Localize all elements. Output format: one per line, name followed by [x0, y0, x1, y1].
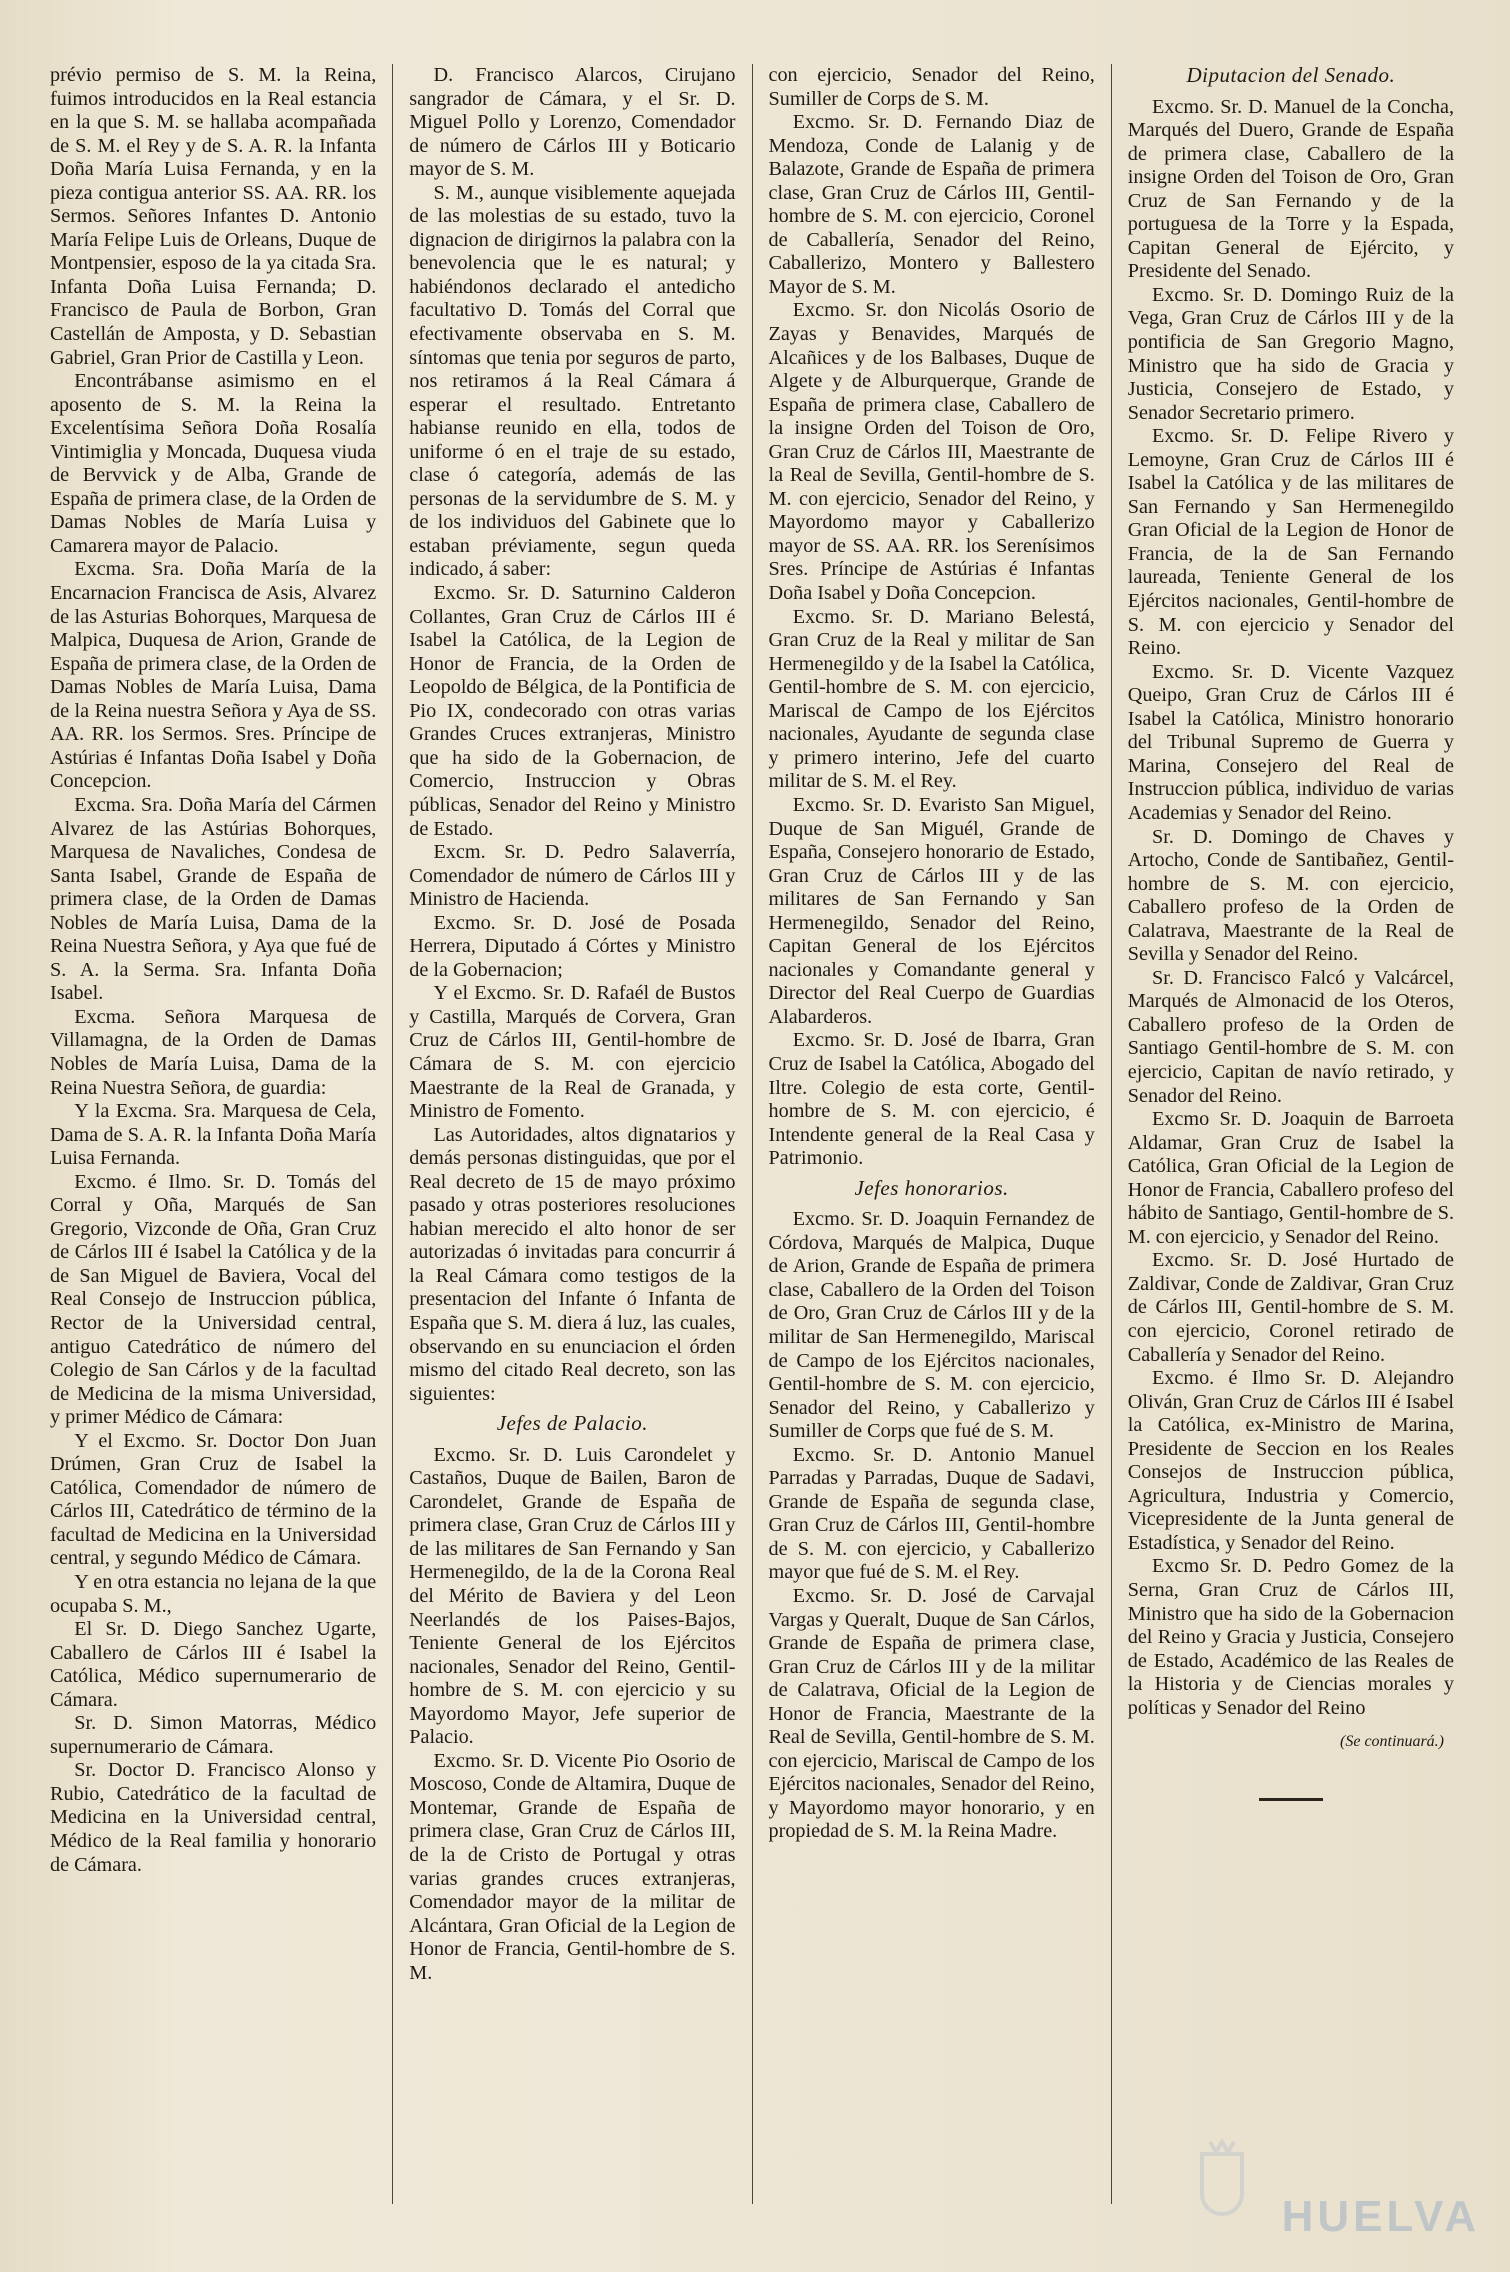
paragraph: El Sr. D. Diego Sanchez Ugarte, Caballero de Cárlos III é Isabel la Católica, Médico supernumerario de Cámara.: [50, 1618, 377, 1711]
paragraph: Excmo. Sr. D. Saturnino Calderon Collantes, Gran Cruz de Cárlos III é Isabel la Católica, de la Legion de Honor de Francia, de la Orden de Leopoldo de Bélgica, de la Pontificia de Pio IX, condecorado con otras varias Grandes Cruces extranjeras, Ministro que ha sido de la Gobernacion, de Comercio, Instruccion y Obras públicas, Senador del Reino y Ministro de Estado.: [409, 582, 736, 840]
paragraph: D. Francisco Alarcos, Cirujano sangrador de Cámara, y el Sr. D. Miguel Pollo y Lorenzo, Comendador de número de Cárlos III y Boticario mayor de S. M.: [409, 64, 736, 181]
paragraph: Excmo. Sr. D. Manuel de la Concha, Marqués del Duero, Grande de España de primera clase, Caballero de la insigne Orden del Toison de Oro, Gran Cruz de San Fernando y de la portuguesa de la Torre y la Espada, Capitan General de Ejército, y Presidente del Senado.: [1127, 95, 1454, 283]
paragraph: Excmo. Sr. D. José de Carvajal Vargas y Queralt, Duque de San Cárlos, Grande de España de primera clase, Gran Cruz de Cárlos III y de la militar de Calatrava, Oficial de la Legion de Honor de Francia, Maestrante de la Real de Sevilla, Gentil-hombre de S. M. con ejercicio, Mariscal de Campo de los Ejércitos nacionales, Senador del Reino, y Mayordomo mayor honorario, y en propiedad de S. M. la Reina Madre.: [768, 1585, 1095, 1843]
paragraph: Sr. D. Domingo de Chaves y Artocho, Conde de Santibañez, Gentil-hombre de S. M. con ejercicio, Caballero profeso de la Orden de Calatrava, Maestrante de la Real de Sevilla y Senador del Reino.: [1127, 825, 1454, 966]
watermark-text: HUELVA: [1281, 2192, 1480, 2241]
paragraph: Excma. Sra. Doña María de la Encarnacion Francisca de Asis, Alvarez de las Asturias Bohorques, Marquesa de Malpica, Duquesa de Arion, Grande de España de primera clase, de la Orden de Damas Nobles de María Luisa, Dama de la Reina nuestra Señora y Aya de SS. AA. RR. los Sermos. Sres. Príncipe de Astúrias é Infantas Doña Isabel y Doña Concepcion.: [50, 558, 377, 793]
paragraph: Sr. D. Francisco Falcó y Valcárcel, Marqués de Almonacid de los Oteros, Caballero profeso de la Orden de Santiago Gentil-hombre de S. M. con ejercicio, Capitan de navío retirado, y Senador del Reino.: [1127, 966, 1454, 1107]
paragraph: Encontrábanse asimismo en el aposento de S. M. la Reina la Excelentísima Señora Doña Rosalía Vintimiglia y Moncada, Duquesa viuda de Bervvick y de Alba, Grande de España de primera clase, de la Orden de Damas Nobles de María Luisa y Camarera mayor de Palacio.: [50, 370, 377, 557]
paragraph: Excmo. Sr. D. Evaristo San Miguel, Duque de San Miguél, Grande de España, Consejero honorario de Estado, Gran Cruz de Cárlos III y de las militares de San Fernando y San Hermenegildo, Senador del Reino, Capitan General de los Ejércitos nacionales y Comandante general y Director del Real Cuerpo de Guardias Alabarderos.: [768, 793, 1095, 1028]
paragraph: Excmo. Sr. D. José de Ibarra, Gran Cruz de Isabel la Católica, Abogado del Iltre. Colegio de esta corte, Gentil-hombre de S. M. con ejercicio, é Intendente general de la Real Casa y Patrimonio.: [768, 1029, 1095, 1170]
section-heading: Jefes de Palacio.: [496, 1411, 649, 1436]
paragraph: Excma. Señora Marquesa de Villamagna, de la Orden de Damas Nobles de María Luisa, Dama de la Reina Nuestra Señora, de guardia:: [50, 1005, 377, 1099]
paragraph: Excmo. Sr. D. Fernando Diaz de Mendoza, Conde de Lalanig y de Balazote, Grande de España de primera clase, Gran Cruz de Cárlos III, Gentil-hombre de S. M. con ejercicio, Coronel de Caballería, Senador del Reino, Caballerizo, Montero y Ballestero Mayor de S. M.: [768, 111, 1095, 298]
column-3: [752, 64, 1111, 2204]
paragraph: Excmo Sr. D. Pedro Gomez de la Serna, Gran Cruz de Cárlos III, Ministro que ha sido de la Gobernacion del Reino y Gracia y Justicia, Consejero de Estado, Académico de las Reales de la Historia y de Ciencias morales y políticas y Senador del Reino: [1127, 1555, 1454, 1719]
paragraph: Excmo. Sr. D. Joaquin Fernandez de Córdova, Marqués de Malpica, Duque de Arion, Grande de España de primera clase, Caballero de la Orden del Toison de Oro, Gran Cruz de Cárlos III y de la militar de San Hermenegildo, Mariscal de Campo de los Ejércitos nacionales, Gentil-hombre de S. M. con ejercicio, Senador del Reino, y Caballerizo y Sumiller de Corps que fué de S. M.: [768, 1208, 1095, 1443]
column-1: [34, 64, 392, 2204]
paragraph: Excmo. Sr. D. José Hurtado de Zaldivar, Conde de Zaldivar, Gran Cruz de Cárlos III, Gentil-hombre de S. M. con ejercicio, Coronel retirado de Caballería y Senador del Reino.: [1127, 1249, 1454, 1366]
paragraph: Excmo. é Ilmo. Sr. D. Tomás del Corral y Oña, Marqués de San Gregorio, Vizconde de Oña, Gran Cruz de Cárlos III é Isabel la Católica y de la de San Miguel de Baviera, Vocal del Real Consejo de Instruccion pública, Rector de la Universidad central, antiguo Catedrático de número del Colegio de San Cárlos y de la facultad de Medicina de la misma Universidad, y primer Médico de Cámara:: [50, 1170, 377, 1429]
end-rule-divider: [1259, 1798, 1323, 1801]
paragraph: Excmo. Sr. D. Vicente Vazquez Queipo, Gran Cruz de Cárlos III é Isabel la Católica, Ministro honorario del Tribunal Supremo de Guerra y Marina, Consejero del Real de Instruccion pública, individuo de varias Academias y Senador del Reino.: [1127, 660, 1454, 824]
paragraph: Sr. Doctor D. Francisco Alonso y Rubio, Catedrático de la facultad de Medicina en la Universidad central, Médico de la Real familia y honorario de Cámara.: [50, 1759, 377, 1876]
column-2: [392, 64, 751, 2204]
paragraph: Excmo. Sr. D. Felipe Rivero y Lemoyne, Gran Cruz de Cárlos III é Isabel la Católica y de las militares de San Fernando y San Hermenegildo Gran Oficial de la Legion de Honor de Francia, de la de San Fernando laureada, Teniente General de los Ejércitos nacionales, Gentil-hombre de S. M. con ejercicio y Senador del Reino.: [1127, 425, 1454, 660]
paragraph: Y el Excmo. Sr. Doctor Don Juan Drúmen, Gran Cruz de Isabel la Católica, Comendador de número de Cárlos III, Catedrático de término de la facultad de Medicina en la Universidad central, y segundo Médico de Cámara.: [50, 1429, 377, 1570]
paragraph: Excmo. Sr. D. Antonio Manuel Parradas y Parradas, Duque de Sadavi, Grande de España de segunda clase, Gran Cruz de Cárlos III, Gentil-hombre de S. M. con ejercicio, y Caballerizo mayor que fué de S. M. el Rey.: [768, 1443, 1095, 1584]
text-columns: [34, 64, 1470, 2204]
paragraph: con ejercicio, Senador del Reino, Sumiller de Corps de S. M.: [768, 64, 1095, 110]
paragraph: Excmo. Sr. D. Mariano Belestá, Gran Cruz de la Real y militar de San Hermenegildo y de la Isabel la Católica, Gentil-hombre de S. M. con ejercicio, Mariscal de Campo de los Ejércitos nacionales, Ayudante de segunda clase y primero interino, Jefe del cuarto militar de S. M. el Rey.: [768, 605, 1095, 793]
column-4: [1111, 64, 1470, 2204]
paragraph: Excmo. é Ilmo Sr. D. Alejandro Oliván, Gran Cruz de Cárlos III é Isabel la Católica, ex-Ministro de Marina, Presidente de Seccion en los Reales Consejos de Instruccion pública, Agricultura, Industria y Comercio, Vicepresidente de la Junta general de Estadística, y Senador del Reino.: [1127, 1367, 1454, 1554]
paragraph: Excmo. Sr. don Nicolás Osorio de Zayas y Benavides, Marqués de Alcañices y de los Balbases, Duque de Algete y de Alburquerque, Grande de España de primera clase, Caballero de la insigne Orden del Toison de Oro, Gran Cruz de Cárlos III, Maestrante de la Real de Sevilla, Gentil-hombre de S. M. con ejercicio, Senador del Reino, y Mayordomo mayor y Caballerizo mayor de SS. AA. RR. los Serenísimos Sres. Príncipe de Astúrias é Infantas Doña Isabel y Doña Concepcion.: [768, 299, 1095, 605]
continuation-note: (Se continuará.): [1340, 1733, 1444, 1751]
paragraph: Y en otra estancia no lejana de la que ocupaba S. M.,: [50, 1571, 377, 1617]
paragraph: Excma. Sra. Doña María del Cármen Alvarez de las Astúrias Bohorques, Marquesa de Navaliches, Condesa de Santa Isabel, Grande de España de primera clase, de la Orden de Damas Nobles de María Luisa, Dama de la Reina Nuestra Señora, y Aya que fué de S. A. la Serma. Sra. Infanta Doña Isabel.: [50, 793, 377, 1005]
paragraph: Excmo. Sr. D. Domingo Ruiz de la Vega, Gran Cruz de Cárlos III y de la pontificia de San Gregorio Magno, Ministro que ha sido de Gracia y Justicia, Consejero de Estado, y Senador Secretario primero.: [1127, 283, 1454, 424]
paragraph: Excmo. Sr. D. Vicente Pio Osorio de Moscoso, Conde de Altamira, Duque de Montemar, Grande de España de primera clase, Gran Cruz de Cárlos III, de la de Cristo de Portugal y otras varias grandes cruces extranjeras, Comendador mayor de la militar de Alcántara, Gran Oficial de la Legion de Honor de Francia, Gentil-hombre de S. M.: [409, 1749, 736, 1984]
paragraph: Y el Excmo. Sr. D. Rafaél de Bustos y Castilla, Marqués de Corvera, Gran Cruz de Cárlos III, Gentil-hombre de Cámara de S. M. con ejercicio Maestrante de la Real de Granada, y Ministro de Fomento.: [409, 982, 736, 1123]
section-heading: Diputacion del Senado.: [1186, 64, 1396, 87]
paragraph: Las Autoridades, altos dignatarios y demás personas distinguidas, que por el Real decreto de 15 de mayo próximo pasado y otras posteriores resoluciones habian merecido el alto honor de ser autorizadas ó invitadas para concurrir á la Real Cámara como testigos de la presentacion del Infante ó Infanta de España que S. M. diera á luz, las cuales, observando en su enunciacion el órden mismo del citado Real decreto, son las siguientes:: [409, 1123, 736, 1405]
paragraph: S. M., aunque visiblemente aquejada de las molestias de su estado, tuvo la dignacion de dirigirnos la palabra con la benevolencia que le es natural; y habiéndonos declarado el antedicho facultativo D. Tomás del Corral que efectivamente observaba en S. M. síntomas que tenia por seguros de parto, nos retiramos á la Real Cámara á esperar el resultado. Entretanto habianse reunido en ella, todos de uniforme ó en el traje de su estado, clase ó categoría, además de las personas de la servidumbre de S. M. y de los individuos del Gabinete que lo estaban préviamente, segun queda indicado, á saber:: [409, 181, 736, 581]
paragraph: Sr. D. Simon Matorras, Médico supernumerario de Cámara.: [50, 1712, 377, 1758]
paragraph: Y la Excma. Sra. Marquesa de Cela, Dama de S. A. R. la Infanta Doña María Luisa Fernanda.: [50, 1100, 377, 1170]
paragraph: Excmo. Sr. D. Luis Carondelet y Castaños, Duque de Bailen, Baron de Carondelet, Grande de España de primera clase, Gran Cruz de Cárlos III y de las militares de San Fernando y San Hermenegildo, de la de la Corona Real del Mérito de Baviera y del Leon Neerlandés de los Paises-Bajos, Teniente General de los Ejércitos nacionales, Senador del Reino, Gentil-hombre de S. M. con ejercicio y su Mayordomo Mayor, Jefe superior de Palacio.: [409, 1443, 736, 1749]
paragraph: Excmo Sr. D. Joaquin de Barroeta Aldamar, Gran Cruz de Isabel la Católica, Gran Oficial de la Legion de Honor de Francia, Caballero profeso del hábito de Santiago, Gentil-hombre de S. M. con ejercicio, y Senador del Reino.: [1127, 1108, 1454, 1248]
section-heading: Jefes honorarios.: [854, 1175, 1009, 1200]
paragraph: Excmo. Sr. D. José de Posada Herrera, Diputado á Córtes y Ministro de la Gobernacion;: [409, 911, 736, 981]
paragraph: prévio permiso de S. M. la Reina, fuimos introducidos en la Real estancia en la que S. M. se hallaba acompañada de S. M. el Rey y de S. A. R. la Infanta Doña María Luisa Fernanda, y en la pieza contigua anterior SS. AA. RR. los Sermos. Señores Infantes D. Antonio María Felipe Luis de Orleans, Duque de Montpensier, esposo de la ya citada Sra. Infanta Doña Luisa Fernanda; D. Francisco de Paula de Borbon, Gran Castellán de Amposta, y D. Sebastian Gabriel, Gran Prior de Castilla y Leon.: [50, 64, 377, 369]
paragraph: Excm. Sr. D. Pedro Salaverría, Comendador de número de Cárlos III y Ministro de Hacienda.: [409, 841, 736, 911]
